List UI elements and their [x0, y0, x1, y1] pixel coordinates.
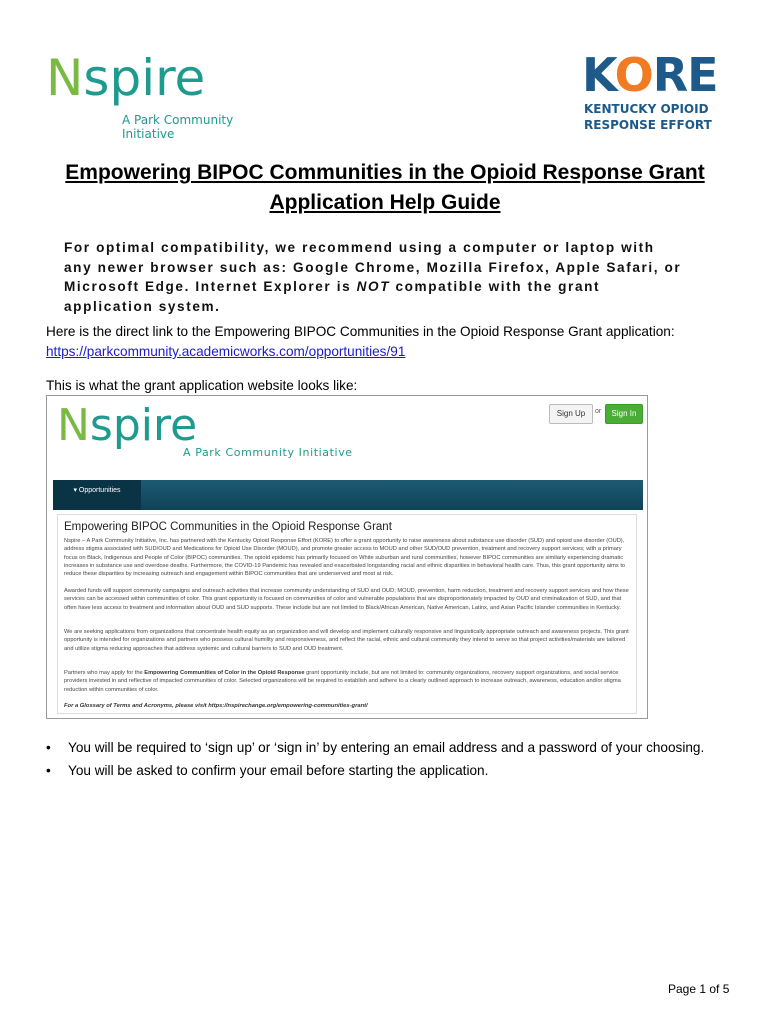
intro-text: Here is the direct link to the Empowering BIPOC Communities in the Opioid Response Grant application:	[46, 324, 675, 339]
document-title	[40, 158, 730, 218]
tab-opportunities[interactable]: ▾ Opportunities	[53, 480, 141, 510]
kore-line2: RESPONSE EFFORT	[584, 118, 712, 132]
kore-line1: KENTUCKY OPIOID	[584, 102, 709, 116]
instruction-list	[46, 736, 746, 782]
grant-title: Empowering BIPOC Communities in the Opioid Response Grant	[64, 521, 392, 533]
glossary-link[interactable]: For a Glossary of Terms and Acronyms, please visit https://nspirechange.org/empowering-communities-grant/	[64, 703, 368, 709]
title-line-1: Empowering BIPOC Communities in the Opioid Response Grant	[65, 161, 705, 184]
site-nspire-tagline: A Park Community Initiative	[183, 446, 353, 459]
sign-in-button[interactable]: Sign In	[605, 404, 643, 424]
nspire-logo	[46, 49, 276, 141]
kore-logo	[580, 48, 730, 136]
list-item: • You will be required to ‘sign up’ or ‘sign in’ by entering an email address and a password of your choosing.	[46, 736, 746, 759]
not-emphasis: NOT	[356, 279, 391, 294]
sign-up-button[interactable]: Sign Up	[549, 404, 593, 424]
compatibility-notice: For optimal compatibility, we recommend using a computer or laptop with any newer browser such as: Google Chrome, Mozilla Firefox, Apple Safari, or Microsoft Edge. Internet Explorer is NOT compatible with the grant application system.	[64, 240, 682, 314]
intro-paragraph	[46, 322, 736, 362]
kore-wordmark: KORE	[582, 48, 718, 102]
application-link[interactable]: https://parkcommunity.academicworks.com/opportunities/91	[46, 344, 406, 359]
grant-panel	[57, 514, 637, 714]
nspire-tagline: A Park Community Initiative	[122, 113, 234, 141]
website-caption: This is what the grant application website looks like:	[46, 378, 358, 393]
site-nspire-wordmark: Nspire	[57, 400, 198, 451]
grant-paragraph-3: We are seeking applications from organizations that concentrate health equity as an organization and will develop and implement culturally responsive and linguistically appropriate outreach and awareness projects. This grant opportunity is intended for organizations and partners who possess cultural humility and responsiveness, and reflect the racial, ethnic and cultural community they intend to serve so that project activities/materials are tailored and utilize stigma reducing approaches that address systemic and cultural barriers to SUD and OUD treatment.	[64, 629, 629, 652]
list-item: • You will be asked to confirm your email before starting the application.	[46, 759, 746, 782]
website-screenshot	[46, 395, 648, 719]
site-navbar	[53, 480, 643, 510]
page-number: Page 1 of 5	[668, 982, 730, 996]
grant-paragraph-4: Partners who may apply for the Empowering Communities of Color in the Opioid Response grant opportunity include, but are not limited to: community organizations, recovery support organizations, and social service providers invested in and reflective of impacted communities of color. Selected organizations will be required to establish and adhere to a clearly outlined approach to increase outreach, awareness, education and/or stigma reduction within communities of color.	[64, 670, 621, 693]
grant-paragraph-1: Nspire – A Park Community Initiative, Inc. has partnered with the Kentucky Opioid Response Effort (KORE) to offer a grant opportunity to raise awareness about substance use disorder (SUD) and opioid use disorder (OUD), address stigma associated with SUD/OUD and Medications for Opioid Use Disorder (MOUD), and promote greater access to MOUD and other SUD/OUD prevention, treatment and recovery support services; with a primary focus on Black, Indigenous and People of Color (BIPOC) communities. The opioid epidemic has primarily focused on White suburban and rural communities, however BIPOC communities are similarly experiencing dramatic increases in substance use and overdose deaths. Furthermore, the COVID-19 Pandemic has revealed and exacerbated longstanding racial and ethnic disparities in behavioral health care. Thus, this grant opportunity aims to reduce these disparities by increasing outreach and engagement within BIPOC communities that are underserved and most at risk.	[64, 538, 626, 578]
title-line-2: Application Help Guide	[269, 191, 501, 214]
nspire-wordmark: Nspire	[46, 49, 206, 107]
or-text: or	[595, 408, 602, 415]
grant-paragraph-2: Awarded funds will support community campaigns and outreach activities that increase community understanding of SUD and OUD; MOUD, prevention, harm reduction, treatment and recovery support services and how these services can be accessed within communities of color. This grant opportunity is focused on communities of color and vulnerable populations that are disproportionately impacted by OUD and criminalization of SUD, and that often have less access to treatment and information about OUD and SUD supports. These include but are not limited to Black/African American, Native American, Latinx, and Asian Pacific Islander communities in Kentucky.	[64, 588, 629, 611]
